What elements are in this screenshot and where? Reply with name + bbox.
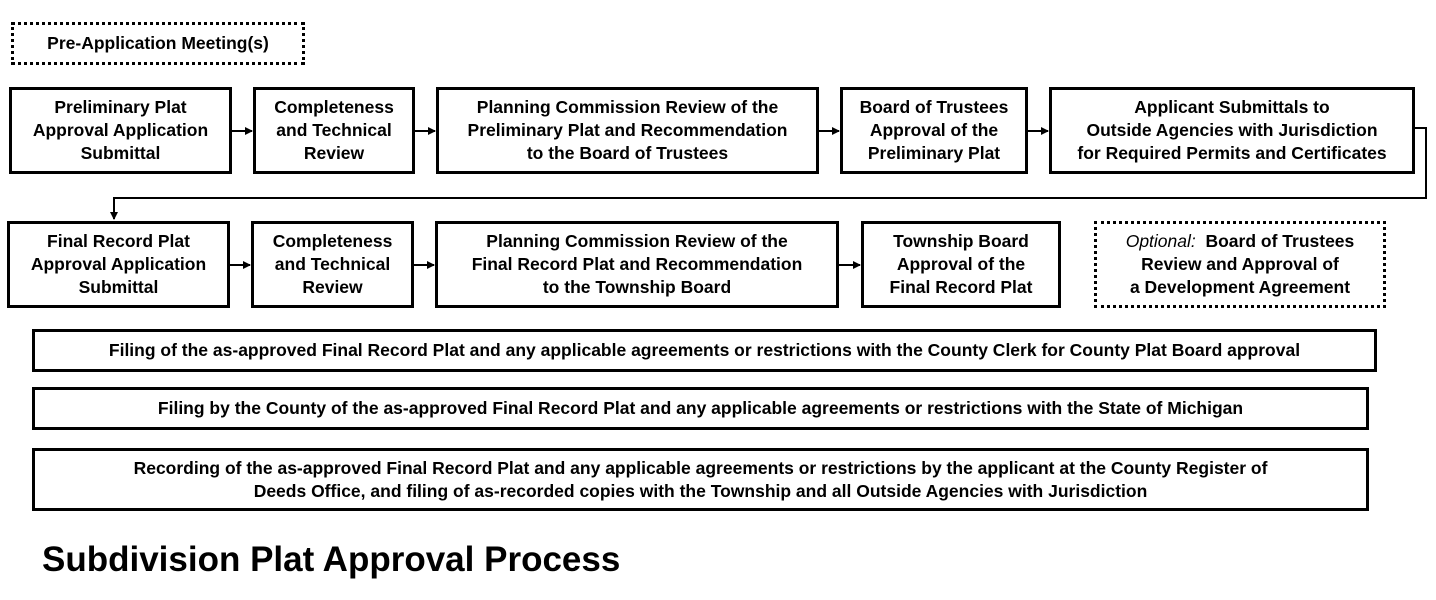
planning-commission-final-label: Planning Commission Review of the Final Record Plat and Recommendation to the Township Board bbox=[471, 231, 803, 297]
optional-development-agreement-box bbox=[1094, 221, 1386, 308]
township-board-approval-box bbox=[861, 221, 1061, 308]
optional-prefix: Optional: bbox=[1125, 231, 1196, 251]
county-clerk-filing-label: Filing of the as-approved Final Record Plat and any applicable agreements or restrictions with the County Clerk for County Plat Board approval bbox=[108, 340, 1301, 360]
recording-filing-label: Recording of the as-approved Final Record Plat and any applicable agreements or restrictions by the applicant at the County Register of Deeds Office, and filing of as-recorded copies with the Township and all Outside Agencies with Jurisdiction bbox=[133, 457, 1268, 501]
completeness-review-2-box bbox=[251, 221, 414, 308]
planning-commission-preliminary-label: Planning Commission Review of the Preliminary Plat and Recommendation to the Board of Trustees bbox=[467, 97, 788, 163]
state-filing-box bbox=[32, 387, 1369, 430]
outside-agencies-submittals-box bbox=[1049, 87, 1415, 174]
county-clerk-filing-box bbox=[32, 329, 1377, 372]
final-record-plat-submittal-label: Final Record Plat Approval Application Submittal bbox=[30, 231, 207, 297]
trustees-preliminary-approval-label: Board of Trustees Approval of the Preliminary Plat bbox=[859, 97, 1009, 163]
planning-commission-preliminary-box bbox=[436, 87, 819, 174]
pre-application-meeting-box bbox=[11, 22, 305, 65]
outside-agencies-submittals-label: Applicant Submittals to Outside Agencies with Jurisdiction for Required Permits and Certificates bbox=[1077, 97, 1387, 163]
preliminary-plat-submittal-box bbox=[9, 87, 232, 174]
trustees-preliminary-approval-box bbox=[840, 87, 1028, 174]
recording-filing-box bbox=[32, 448, 1369, 511]
completeness-review-1-label: Completeness and Technical Review bbox=[274, 97, 394, 163]
planning-commission-final-box bbox=[435, 221, 839, 308]
optional-development-agreement-label bbox=[1126, 230, 1355, 299]
pre-application-meeting-label: Pre-Application Meeting(s) bbox=[47, 33, 269, 53]
township-board-approval-label: Township Board Approval of the Final Record Plat bbox=[889, 231, 1033, 297]
state-filing-label: Filing by the County of the as-approved Final Record Plat and any applicable agreements or restrictions with the State of Michigan bbox=[157, 398, 1244, 418]
preliminary-plat-submittal-label: Preliminary Plat Approval Application Submittal bbox=[32, 97, 209, 163]
completeness-review-1-box bbox=[253, 87, 415, 174]
completeness-review-2-label: Completeness and Technical Review bbox=[272, 231, 393, 297]
optional-text-rest: Review and Approval of a Development Agreement bbox=[1129, 254, 1351, 297]
final-record-plat-submittal-box bbox=[7, 221, 230, 308]
diagram-title: Subdivision Plat Approval Process bbox=[42, 540, 621, 579]
optional-text-line1: Board of Trustees bbox=[1205, 231, 1355, 251]
